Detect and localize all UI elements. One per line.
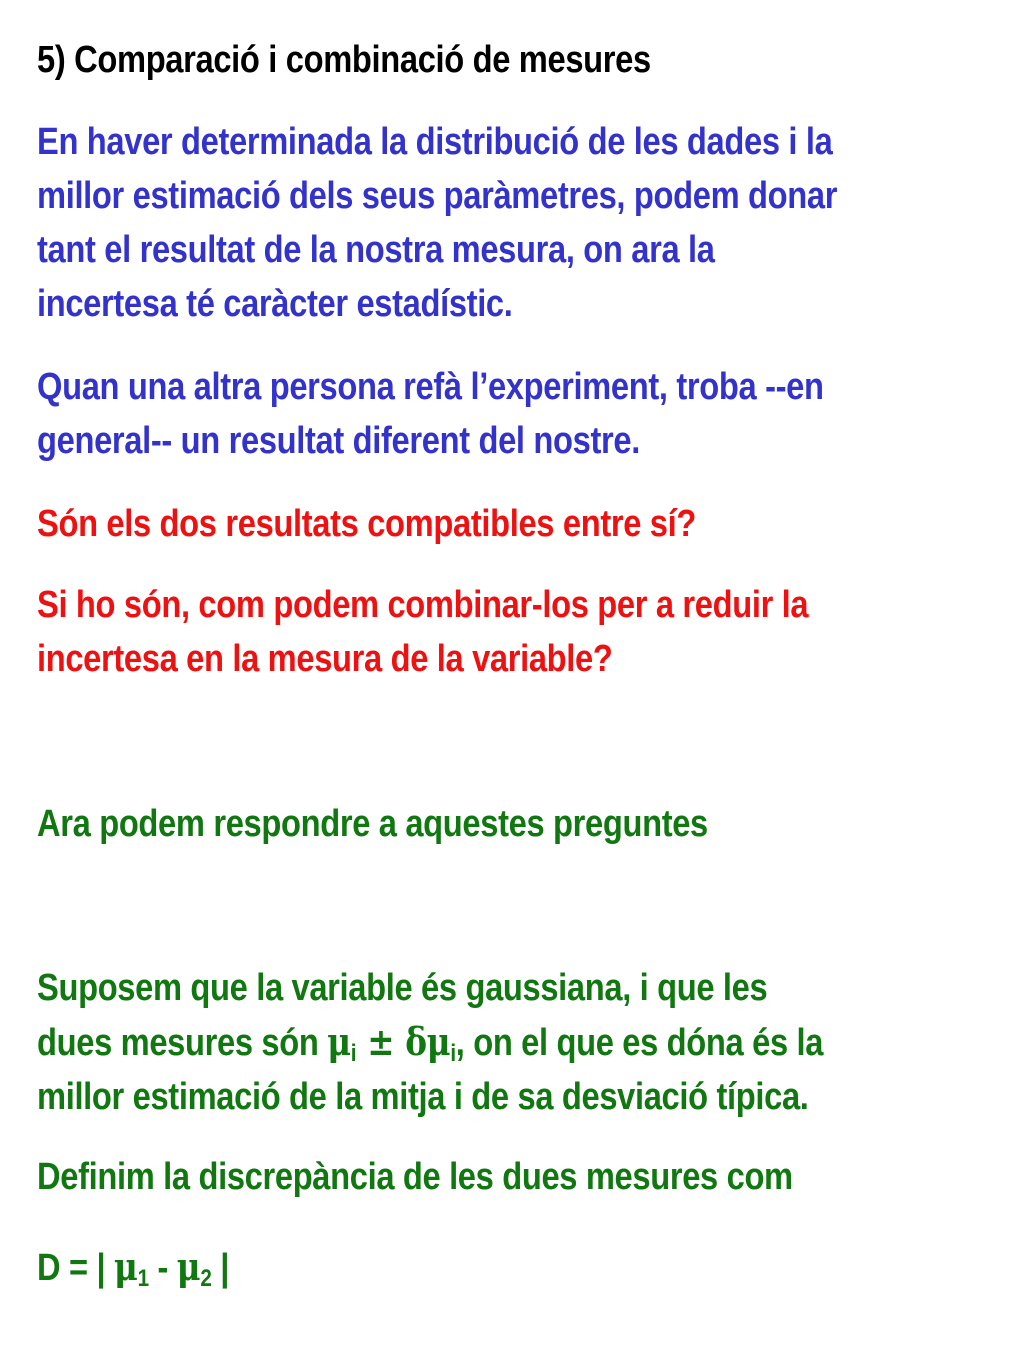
assumption-text-after: , on el que es dóna és la [455, 1022, 824, 1064]
paragraph-distribution [37, 115, 1000, 331]
subscript-i: i [450, 1040, 456, 1067]
paragraph-line: En haver determinada la distribució de les dades i la [37, 121, 833, 163]
answer-intro [37, 797, 1000, 851]
paragraph-line: Quan una altra persona refà l’experiment, troba --en [37, 366, 824, 408]
formula-line [37, 1240, 1000, 1295]
subscript-2: 2 [200, 1265, 212, 1292]
paragraph-line: incertesa té caràcter estadístic. [37, 283, 513, 325]
question-line: incertesa en la mesura de la variable? [37, 638, 613, 680]
assumption-text-before: dues mesures són [37, 1022, 328, 1064]
formula-rhs: | [211, 1247, 230, 1289]
definition-text [37, 1150, 1000, 1204]
question-combination [37, 578, 1000, 686]
assumption-line-2 [37, 1015, 1000, 1070]
plus-minus-symbol: ± [356, 1019, 406, 1064]
formula-lhs: D = | [37, 1247, 115, 1289]
minus-sign: - [148, 1247, 177, 1289]
assumption-paragraph [37, 961, 1000, 1124]
mu-symbol: μ [327, 1019, 351, 1064]
question-line: Són els dos resultats compatibles entre sí? [37, 503, 696, 545]
mu-symbol: μ [114, 1244, 138, 1289]
definition-line: Definim la discrepància de les dues mesures com [37, 1156, 793, 1198]
discrepancy-formula [37, 1240, 1000, 1295]
paragraph-line: tant el resultat de la nostra mesura, on ara la [37, 229, 715, 271]
subscript-i: i [350, 1040, 357, 1067]
question-compatibility [37, 497, 1000, 551]
slide-title: 5) Comparació i combinació de mesures [37, 39, 651, 81]
paragraph-line: millor estimació dels seus paràmetres, podem donar [37, 175, 838, 217]
delta-mu-symbol: δμ [405, 1019, 451, 1064]
assumption-line-1: Suposem que la variable és gaussiana, i que les [37, 967, 768, 1009]
paragraph-line: general-- un resultat diferent del nostre. [37, 420, 640, 462]
subscript-1: 1 [137, 1265, 149, 1292]
mu-symbol: μ [176, 1244, 201, 1289]
answer-line: Ara podem respondre a aquestes preguntes [37, 803, 708, 845]
assumption-line-3: millor estimació de la mitja i de sa desviació típica. [37, 1076, 809, 1118]
question-line: Si ho són, com podem combinar-los per a reduir la [37, 584, 809, 626]
paragraph-experiment [37, 360, 1000, 468]
